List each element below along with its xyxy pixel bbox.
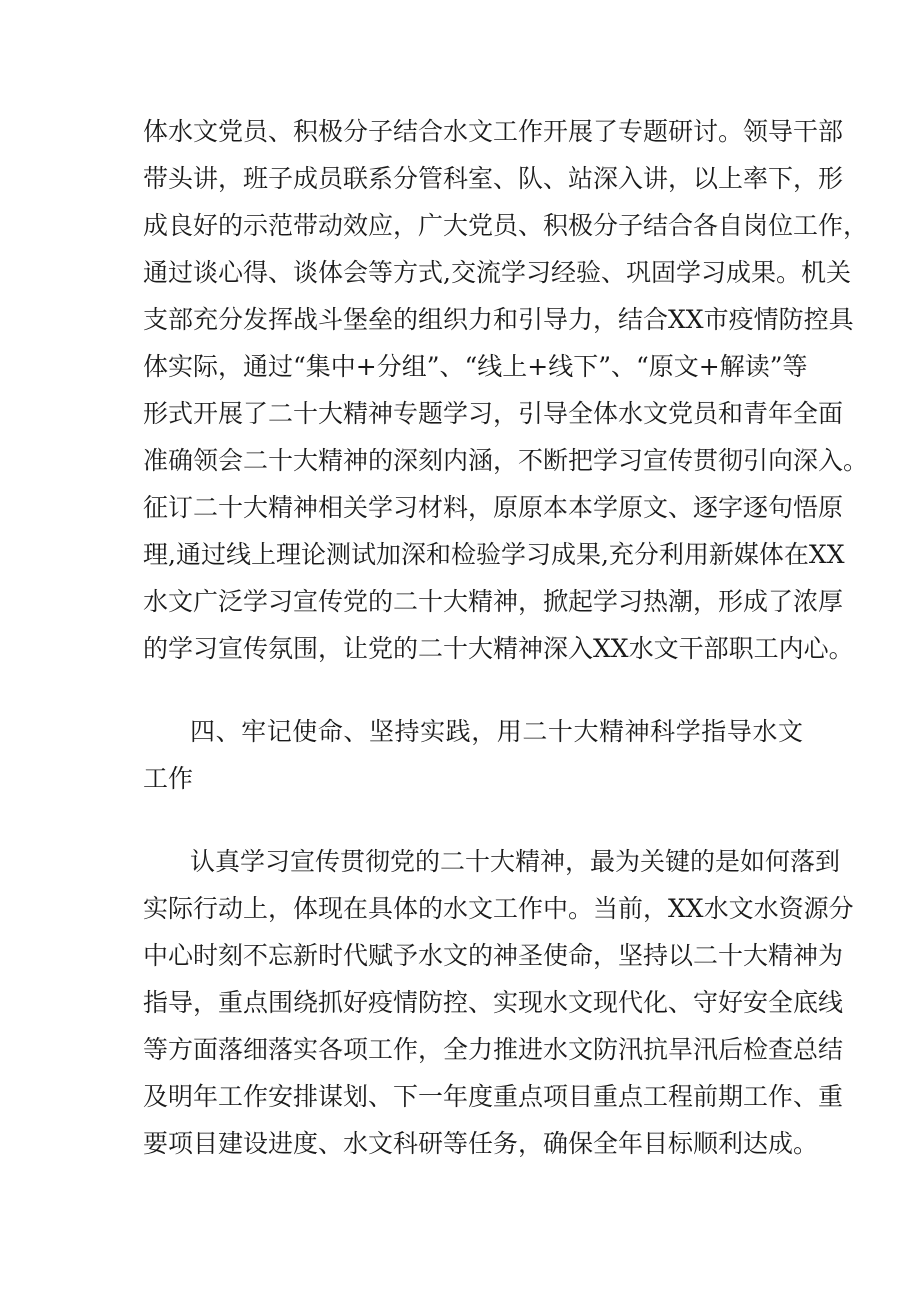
text-line: 理,通过线上理论测试加深和检验学习成果,充分利用新媒体在XX	[143, 540, 845, 569]
text-line: 体实际，通过“集中+分组”、“线上+线下”、“原文+解读”等	[143, 352, 808, 381]
text-line: 指导，重点围绕抓好疫情防控、实现水文现代化、守好安全底线	[143, 988, 844, 1017]
text-line: 准确领会二十大精神的深刻内涵，不断把学习宣传贯彻引向深入。	[143, 446, 869, 475]
heading-line: 四、牢记使命、坚持实践，用二十大精神科学指导水文	[190, 717, 803, 746]
text-line: 的学习宣传氛围，让党的二十大精神深入XX水文干部职工内心。	[143, 634, 854, 663]
text-line: 征订二十大精神相关学习材料，原原本本学原文、逐字逐句悟原	[143, 493, 844, 522]
text-line: 形式开展了二十大精神专题学习，引导全体水文党员和青年全面	[143, 399, 844, 428]
text-line: 实际行动上，体现在具体的水文工作中。当前，XX水文水资源分	[143, 894, 854, 923]
text-line: 体水文党员、积极分子结合水文工作开展了专题研讨。领导干部	[143, 117, 844, 146]
text-line: 等方面落细落实各项工作，全力推进水文防汛抗旱汛后检查总结	[143, 1035, 844, 1064]
text-line: 支部充分发挥战斗堡垒的组织力和引导力，结合XX市疫情防控具	[143, 305, 854, 334]
text-line: 成良好的示范带动效应，广大党员、积极分子结合各自岗位工作，	[143, 211, 869, 240]
text-line: 通过谈心得、谈体会等方式,交流学习经验、巩固学习成果。机关	[143, 258, 851, 287]
heading-line: 工作	[143, 764, 194, 793]
text-line: 认真学习宣传贯彻党的二十大精神，最为关键的是如何落到	[190, 847, 841, 876]
text-line: 要项目建设进度、水文科研等任务，确保全年目标顺利达成。	[143, 1129, 819, 1158]
text-line: 及明年工作安排谋划、下一年度重点项目重点工程前期工作、重	[143, 1082, 844, 1111]
text-line: 水文广泛学习宣传党的二十大精神，掀起学习热潮，形成了浓厚	[143, 587, 844, 616]
text-line: 中心时刻不忘新时代赋予水文的神圣使命，坚持以二十大精神为	[143, 941, 844, 970]
text-line: 带头讲，班子成员联系分管科室、队、站深入讲，以上率下，形	[143, 164, 844, 193]
